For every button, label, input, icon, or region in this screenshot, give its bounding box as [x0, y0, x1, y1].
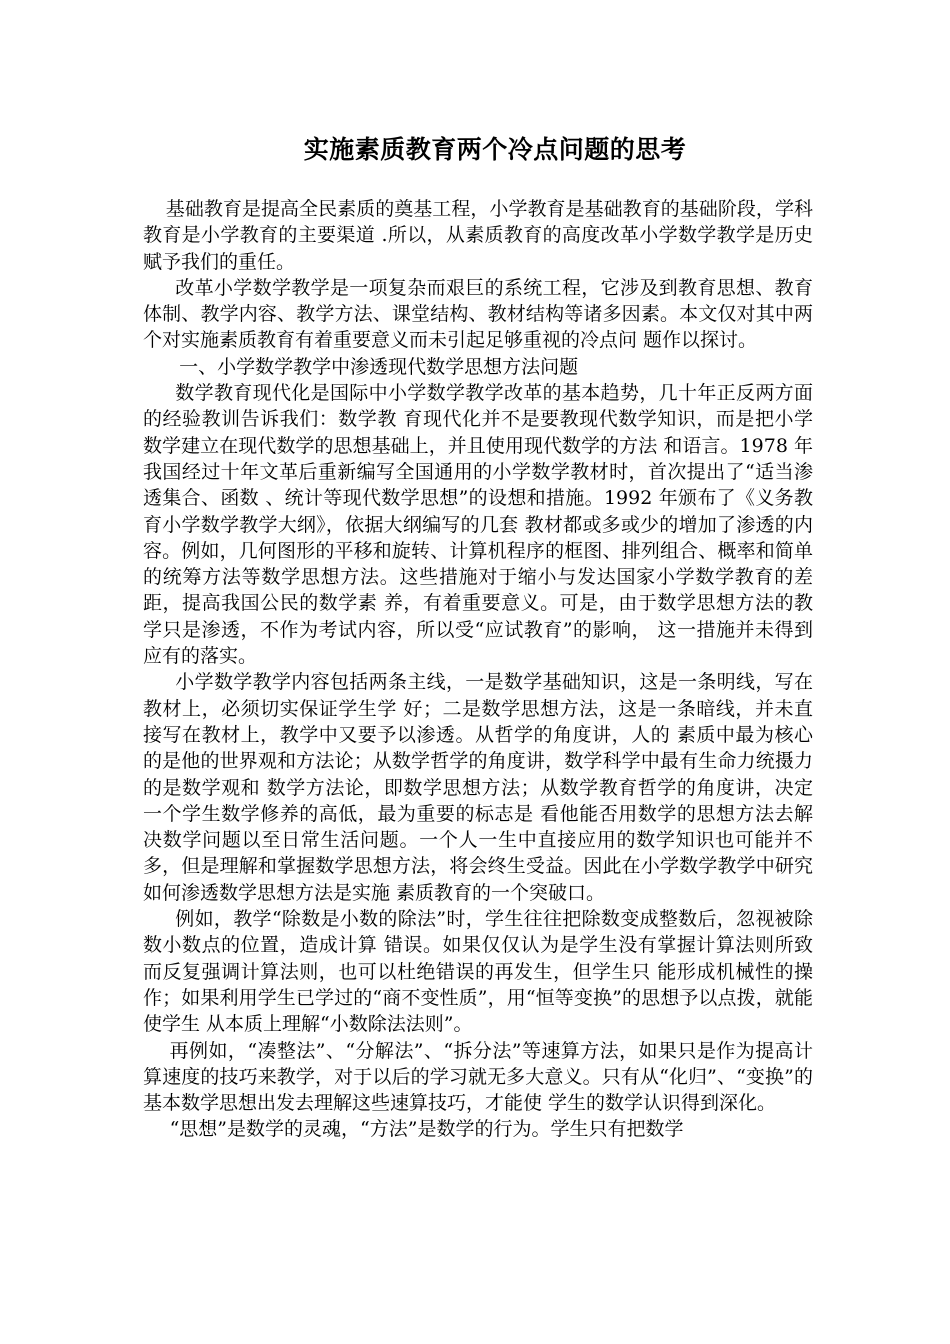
paragraph-modernization: 数学教育现代化是国际中小学数学教学改革的基本趋势，几十年正反两方面的经验教训告诉我们：数学教 育现代化并不是要教现代数学知识，而是把小学数学建立在现代数学的思想基础上，并且使用现代数学的方法 和语言。1978 年我国经过十年文革后重新编写全国通用的小学数学教材时，首次提出了“适当渗透集合、函数 、统计等现代数学思想”的设想和措施。1992 年颁布了《义务教育小学数学教学大纲》，依据大纲编写的几套 教材都或多或少的增加了渗透的内容。例如，几何图形的平移和旋转、计算机程序的框图、排列组合、概率和简单的统筹方法等数学思想方法。这些措施对于缩小与发达国家小学数学教育的差距，提高我国公民的数学素 养，有着重要意义。可是，由于数学思想方法的教学只是渗透，不作为考试内容，所以受“应试教育”的影响， 这一措施并未得到应有的落实。	[143, 382, 813, 668]
paragraph-example-speed: 再例如，“凑整法”、“分解法”、“拆分法”等速算方法，如果只是作为提高计算速度的技巧来教学，对于以后的学习就无多大意义。只有从“化归”、“变换”的基本数学思想出发去理解这些速算技巧，才能使 学生的数学认识得到深化。	[143, 1039, 813, 1115]
section-heading: 一、小学数学教学中渗透现代数学思想方法问题	[179, 355, 579, 378]
paragraph-thought-method: “思想”是数学的灵魂，“方法”是数学的行为。学生只有把数学	[169, 1118, 684, 1141]
document-title: 实施素质教育两个冷点问题的思考	[303, 135, 687, 164]
paragraph-two-lines: 小学数学教学内容包括两条主线，一是数学基础知识，这是一条明线，写在教材上，必须切实保证学生学 好；二是数学思想方法，这是一条暗线，并未直接写在教材上，教学中又要予以渗透。从哲学的角度讲，人的 素质中最为核心的是他的世界观和方法论；从数学哲学的角度讲，数学科学中最有生命力统摄力的是数学观和 数学方法论，即数学思想方法；从数学教育哲学的角度讲，决定一个学生数学修养的高低，最为重要的标志是 看他能否用数学的思想方法去解决数学问题以至日常生活问题。一个人一生中直接应用的数学知识也可能并不多，但是理解和掌握数学思想方法，将会终生受益。因此在小学数学教学中研究如何渗透数学思想方法是实施 素质教育的一个突破口。	[143, 671, 813, 904]
paragraph-reform: 改革小学数学教学是一项复杂而艰巨的系统工程，它涉及到教育思想、教育体制、教学内容、教学方法、课堂结构、教材结构等诸多因素。本文仅对其中两个对实施素质教育有着重要意义而未引起足够重视的冷点问 题作以探讨。	[143, 276, 813, 352]
paragraph-intro: 基础教育是提高全民素质的奠基工程，小学教育是基础教育的基础阶段，学科教育是小学教育的主要渠道 .所以，从素质教育的高度改革小学数学教学是历史赋予我们的重任。	[143, 198, 813, 273]
paragraph-example-division: 例如，教学“除数是小数的除法”时，学生往往把除数变成整数后，忽视被除数小数点的位置，造成计算 错误。如果仅仅认为是学生没有掌握计算法则所致而反复强调计算法则，也可以杜绝错误的再发生，但学生只 能形成机械性的操作；如果利用学生已学过的“商不变性质”，用“恒等变换”的思想予以点拨，就能使学生 从本质上理解“小数除法法则”。	[143, 908, 813, 1036]
document-body	[143, 196, 813, 1143]
